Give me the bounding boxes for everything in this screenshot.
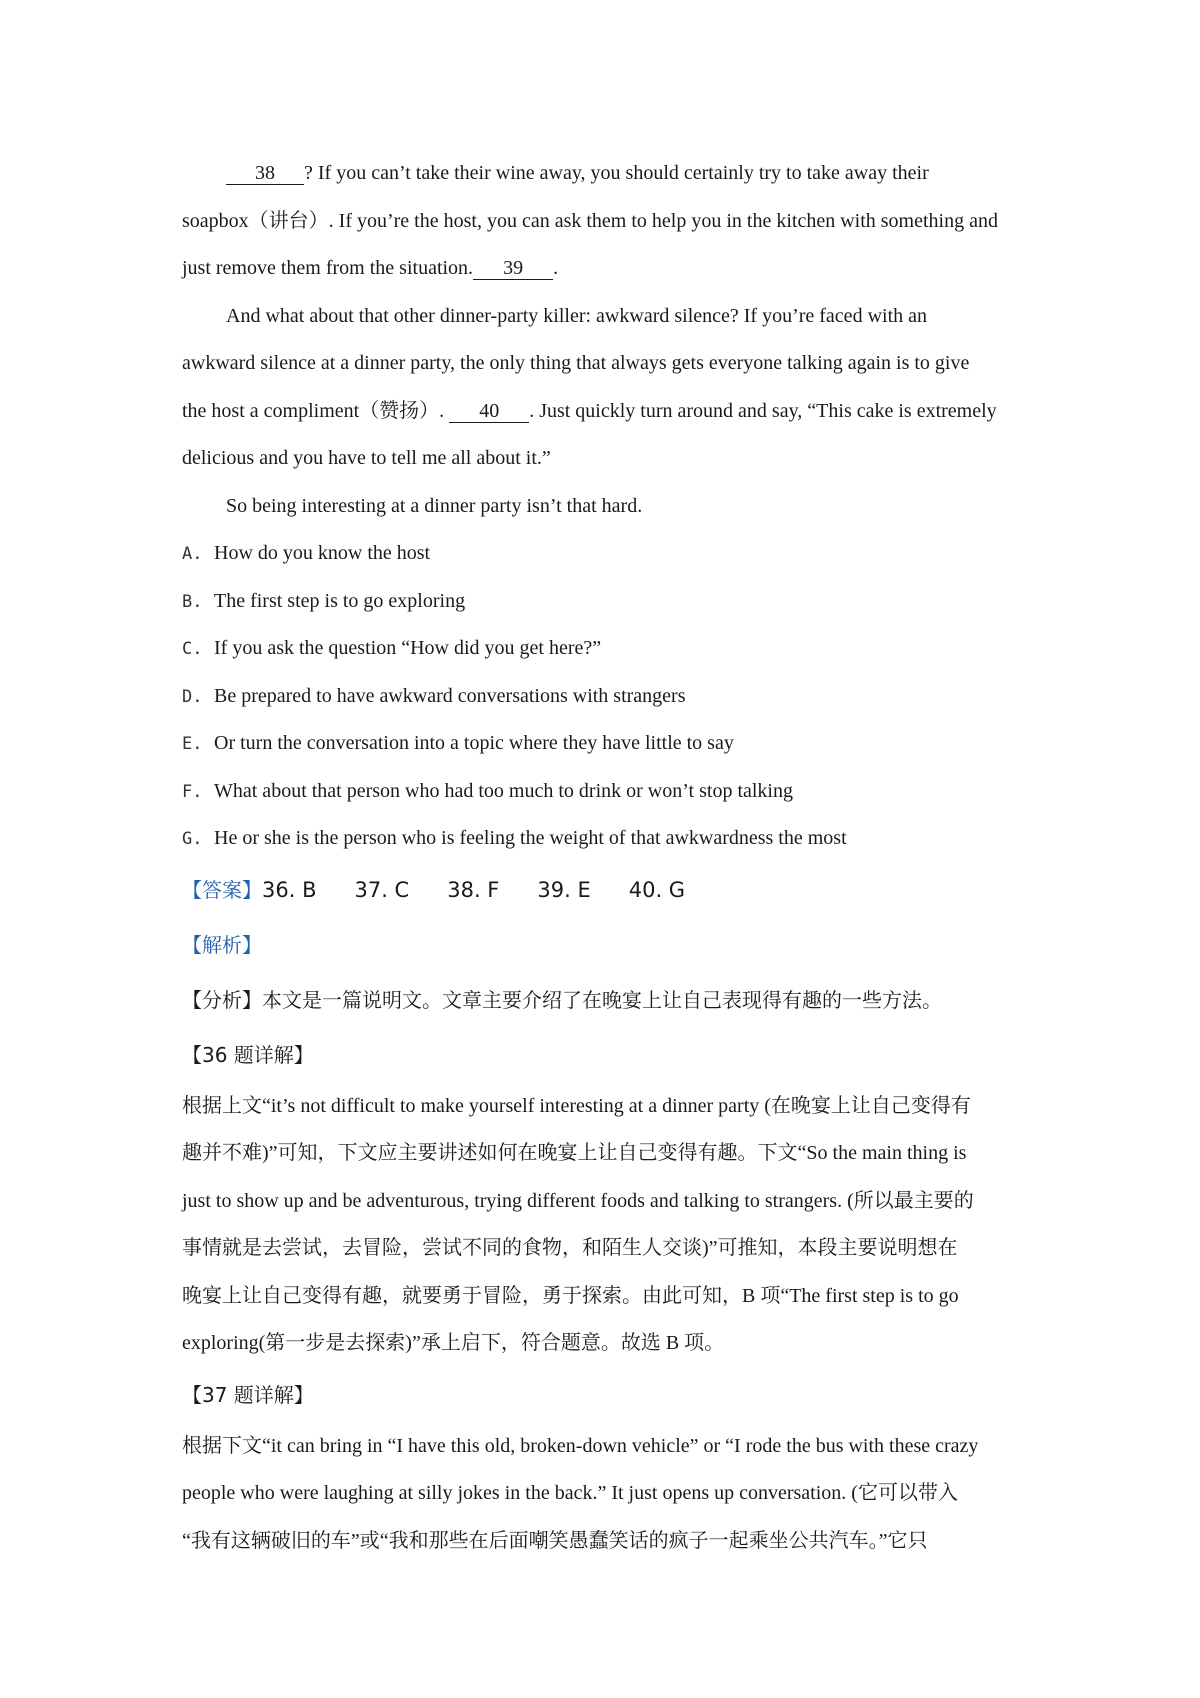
q36-text: 趣并不难)”可知，下文应主要讲述如何在晚宴上让自己变得有趣。下文“So the main thing is (182, 1142, 967, 1164)
passage-text: the host a compliment（赞扬）. (182, 399, 445, 422)
q36-text: just to show up and be adventurous, trying different foods and talking to strangers. (所以最主要的 (182, 1189, 974, 1212)
option-text: If you ask the question “How did you get here?” (214, 637, 602, 659)
passage-line (182, 245, 1032, 293)
q37-text: people who were laughing at silly jokes in the back.” It just opens up conversation. (它可以带入 (182, 1482, 958, 1504)
q36-line (182, 1225, 1032, 1273)
option-item (182, 720, 1032, 768)
option-text: Or turn the conversation into a topic where they have little to say (214, 732, 734, 754)
option-letter: C. (182, 639, 203, 659)
analysis-label: 【解析】 (182, 932, 262, 957)
passage-text: soapbox（讲台）. If you’re the host, you can ask them to help you in the kitchen with something and (182, 209, 998, 232)
passage-line (182, 483, 1032, 531)
blank-38: 38 (226, 162, 304, 185)
passage-line (182, 198, 1032, 246)
option-item (182, 625, 1032, 673)
q36-text: 晚宴上让自己变得有趣，就要勇于冒险，勇于探索。由此可知，B 项“The first step is to go (182, 1284, 959, 1307)
option-letter: F. (182, 781, 203, 802)
option-text: Be prepared to have awkward conversations with strangers (214, 684, 686, 707)
option-text: What about that person who had too much to drink or won’t stop talking (214, 779, 793, 802)
option-letter: G. (182, 829, 203, 849)
option-letter: B. (182, 591, 203, 612)
option-item (182, 530, 1032, 578)
q36-heading-line (182, 1028, 1032, 1083)
passage-text: . (553, 257, 559, 279)
document-page (182, 150, 1032, 1565)
answer-item: 39. E (537, 877, 591, 902)
q37-heading-line (182, 1368, 1032, 1423)
option-text: He or she is the person who is feeling the weight of that awkwardness the most (214, 827, 847, 849)
analysis-summary: 【分析】本文是一篇说明文。文章主要介绍了在晚宴上让自己表现得有趣的一些方法。 (182, 987, 942, 1012)
option-item (182, 768, 1032, 816)
passage-line (182, 340, 1032, 388)
answer-item: 36. B (262, 877, 317, 902)
q37-line (182, 1518, 1032, 1566)
option-letter: D. (182, 686, 203, 707)
analysis-label-line (182, 918, 1032, 973)
answer-item: 38. F (447, 877, 500, 902)
passage-line (182, 150, 1032, 198)
option-letter: E. (182, 734, 203, 754)
blank-40: 40 (449, 400, 529, 423)
answer-item: 40. G (628, 877, 686, 902)
passage-text: . Just quickly turn around and say, “This cake is extremely (529, 399, 997, 422)
option-letter: A. (182, 544, 203, 564)
q37-line (182, 1423, 1032, 1471)
options-list (182, 530, 1032, 863)
q36-line (182, 1083, 1032, 1131)
passage-text: just remove them from the situation. (182, 257, 474, 279)
q36-line (182, 1130, 1032, 1178)
q36-line (182, 1320, 1032, 1368)
passage-text: delicious and you have to tell me all about it.” (182, 447, 551, 469)
passage-line (182, 293, 1032, 341)
answer-item: 37. C (354, 877, 410, 902)
answer-label: 【答案】 (182, 877, 262, 902)
option-item (182, 815, 1032, 863)
option-text: How do you know the host (214, 542, 431, 564)
option-item (182, 578, 1032, 626)
q37-heading: 【37 题详解】 (182, 1382, 314, 1407)
q36-heading: 【36 题详解】 (182, 1042, 314, 1067)
q36-line (182, 1178, 1032, 1226)
q37-line (182, 1470, 1032, 1518)
passage-line (182, 435, 1032, 483)
passage-text: awkward silence at a dinner party, the only thing that always gets everyone talking again is to give (182, 352, 970, 374)
q36-text: 事情就是去尝试，去冒险，尝试不同的食物，和陌生人交谈)”可推知，本段主要说明想在 (182, 1237, 958, 1259)
q37-text: 根据下文“it can bring in “I have this old, broken-down vehicle” or “I rode the bus with these crazy (182, 1434, 979, 1457)
passage-text: And what about that other dinner-party killer: awkward silence? If you’re faced with an (226, 304, 927, 327)
option-text: The first step is to go exploring (214, 589, 466, 612)
blank-39: 39 (473, 257, 553, 280)
q36-text: exploring(第一步是去探索)”承上启下，符合题意。故选 B 项。 (182, 1332, 725, 1354)
q37-text: “我有这辆破旧的车”或“我和那些在后面嘲笑愚蠢笑话的疯子一起乘坐公共汽车。”它只 (182, 1529, 928, 1552)
q36-line (182, 1273, 1032, 1321)
analysis-summary-line (182, 973, 1032, 1028)
option-item (182, 673, 1032, 721)
q36-text: 根据上文“it’s not difficult to make yourself interesting at a dinner party (在晚宴上让自己变得有 (182, 1094, 971, 1117)
answer-line (182, 863, 1032, 918)
passage-text: So being interesting at a dinner party isn’t that hard. (226, 494, 643, 517)
passage-text: ? If you can’t take their wine away, you should certainly try to take away their (304, 162, 929, 184)
passage-line (182, 388, 1032, 436)
